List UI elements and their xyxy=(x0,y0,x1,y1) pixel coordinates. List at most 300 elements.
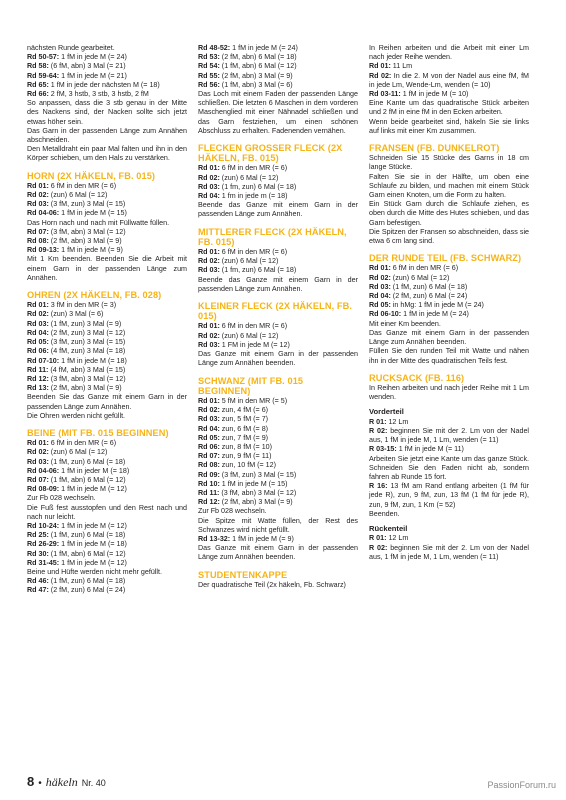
instruction-text: 1 fM in jede M (= 24) xyxy=(401,310,469,319)
pattern-line xyxy=(198,266,358,275)
pattern-line xyxy=(27,72,187,81)
instruction-text: (zun) 6 Mal (= 12) xyxy=(219,331,279,340)
pattern-line xyxy=(27,448,187,457)
pattern-line xyxy=(369,445,529,454)
pattern-line xyxy=(27,246,187,255)
round-label: Rd 04-06: xyxy=(27,466,60,475)
pattern-line xyxy=(369,72,529,90)
instruction-text: Beenden Sie das Ganze mit einem Garn in der passenden Länge zum Annähen. xyxy=(27,393,187,411)
pattern-line xyxy=(27,393,187,411)
instruction-text: (3 fM, abn) 3 Mal (= 12) xyxy=(48,374,126,383)
round-label: Rd 03: xyxy=(27,457,49,466)
instruction-text: (1 fM, abn) 6 Mal (= 12) xyxy=(219,62,297,71)
round-label: Rd 05: xyxy=(27,338,49,347)
pattern-line xyxy=(198,322,358,331)
round-label: Rd 04: xyxy=(369,292,391,301)
pattern-line xyxy=(369,482,529,510)
pattern-line xyxy=(27,550,187,559)
round-label: Rd 09: xyxy=(198,470,220,479)
pattern-line xyxy=(27,228,187,237)
instruction-text: 1 fM in jede M (= 9) xyxy=(230,534,294,543)
pattern-line xyxy=(369,274,529,283)
round-label: Rd 02: xyxy=(198,331,220,340)
issue-number: Nr. 40 xyxy=(81,778,106,788)
pattern-line xyxy=(27,53,187,62)
instruction-text: (3 fM, zun) 3 Mal (= 15) xyxy=(48,200,126,209)
pattern-line xyxy=(369,544,529,562)
pattern-line xyxy=(369,283,529,292)
pattern-line xyxy=(27,485,187,494)
pattern-line xyxy=(27,347,187,356)
instruction-text: beginnen Sie mit der 2. Lm von der Nadel aus, 1 fM in jede M, 1 Lm, wenden (= 11) xyxy=(369,426,529,445)
pattern-line xyxy=(27,357,187,366)
round-label: Rd 59-64: xyxy=(27,71,60,80)
round-label: Rd 02: xyxy=(27,310,49,319)
instruction-text: 6 fM in den MR (= 6) xyxy=(219,164,288,173)
instruction-text: 6 fM in den MR (= 6) xyxy=(219,248,288,257)
pattern-line xyxy=(27,145,187,163)
round-label: Rd 31-45: xyxy=(27,558,60,567)
round-label: Rd 03: xyxy=(369,282,391,291)
instruction-text: Zur Fb 028 wechseln. xyxy=(27,494,96,503)
round-label: Rd 12: xyxy=(27,374,49,383)
pattern-line xyxy=(198,434,358,443)
round-label: Rd 65: xyxy=(27,80,49,89)
instruction-text: Die Spitzen der Fransen so abschneiden, dass sie etwa 6 cm lang sind. xyxy=(369,227,529,246)
pattern-line xyxy=(198,164,358,173)
round-label: Rd 02: xyxy=(198,173,220,182)
pattern-line xyxy=(27,329,187,338)
pattern-line xyxy=(27,494,187,503)
instruction-text: zun, 4 fM (= 6) xyxy=(219,406,269,415)
pattern-line xyxy=(198,517,358,535)
instruction-text: Das Horn nach und nach mit Füllwatte füllen. xyxy=(27,218,170,227)
instruction-text: Das Garn in der passenden Länge zum Annähen abschneiden. xyxy=(27,126,187,145)
instruction-text: 12 Lm xyxy=(386,534,409,543)
instruction-text: 6 fM in den MR (= 6) xyxy=(48,181,117,190)
section-heading: OHREN (2X HÄKELN, FB. 028) xyxy=(27,290,162,301)
round-label: Rd 02: xyxy=(369,273,391,282)
instruction-text: 1 fM in jede M (= 12) xyxy=(59,521,127,530)
instruction-text: (2 fM, zun) 3 Mal (= 12) xyxy=(48,328,126,337)
pattern-line xyxy=(27,531,187,540)
magazine-name: häkeln xyxy=(45,775,78,789)
round-label: Rd 01: xyxy=(27,181,49,190)
instruction-text: zun, 7 fM (= 9) xyxy=(219,433,269,442)
round-label: R 02: xyxy=(369,426,388,435)
pattern-line xyxy=(27,310,187,319)
instruction-text: 1 fM in jede M (= 12) xyxy=(59,558,127,567)
instruction-text: Mit 1 Km beenden. Beenden Sie die Arbeit mit einem Garn in der passenden Länge zum Annähen. xyxy=(27,255,187,282)
instruction-text: 1 fM in jede der nächsten M (= 18) xyxy=(48,80,160,89)
instruction-text: In Reihen arbeiten und nach jeder Reihe mit 1 Lm wenden. xyxy=(369,383,529,402)
pattern-line xyxy=(198,332,358,341)
instruction-text: Das Ganze mit einem Garn in der passenden Länge zum Annähen beenden. xyxy=(369,328,529,347)
instruction-text: So anpassen, dass die 3 stb genau in der Mitte des Nackens sind, der Nacken sollte sich jetzt etwas höher sein. xyxy=(27,99,187,126)
pattern-line xyxy=(198,350,358,368)
pattern-line xyxy=(27,44,187,53)
round-label: Rd 13-32: xyxy=(198,534,231,543)
instruction-text: (zun) 6 Mal (= 12) xyxy=(48,448,108,457)
pattern-line xyxy=(369,534,529,543)
round-label: Rd 66: xyxy=(27,90,49,99)
instruction-text: (6 fM, abn) 3 Mal (= 21) xyxy=(48,62,126,71)
round-label: Rd 08: xyxy=(27,237,49,246)
pattern-line xyxy=(198,174,358,183)
instruction-text: zun, 8 fM (= 10) xyxy=(219,442,273,451)
round-label: Rd 02: xyxy=(369,71,392,80)
instruction-text: Das Ganze mit einem Garn in der passenden Länge zum Annähen beenden. xyxy=(198,350,358,368)
instruction-text: (1 fM, zun) 6 Mal (= 18) xyxy=(48,531,126,540)
pattern-line xyxy=(198,535,358,544)
round-label: Rd 05: xyxy=(198,433,220,442)
round-label: Rd 07-10: xyxy=(27,356,60,365)
round-label: Rd 01: xyxy=(198,322,220,331)
pattern-line xyxy=(198,581,358,590)
pattern-line xyxy=(27,209,187,218)
round-label: Rd 03: xyxy=(27,200,49,209)
round-label: R 01: xyxy=(369,534,387,543)
pattern-line xyxy=(27,522,187,531)
footer-bullet: • xyxy=(38,778,42,789)
instruction-text: 6 fM in den MR (= 6) xyxy=(390,264,459,273)
round-label: Rd 09-13: xyxy=(27,246,60,255)
round-label: Rd 05: xyxy=(369,301,391,310)
instruction-text: Die Spitze mit Watte füllen, der Rest des Schwanzes wird nicht gefüllt. xyxy=(198,516,358,534)
instruction-text: (2 fM, abn) 3 Mal (= 9) xyxy=(219,71,293,80)
pattern-line xyxy=(198,443,358,452)
section-heading: RUCKSACK (FB. 116) xyxy=(369,372,465,383)
pattern-line xyxy=(198,248,358,257)
round-label: Rd 03: xyxy=(198,415,220,424)
instruction-text: Das Ganze mit einem Garn in der passenden Länge zum Annähen beenden. xyxy=(198,544,358,562)
pattern-line xyxy=(198,544,358,562)
instruction-text: Eine Kante um das quadratische Stück arbeiten und 2 fM in eine fM in den Ecken arbeiten. xyxy=(369,99,529,117)
instruction-text: (3 fM, zun) 3 Mal (= 15) xyxy=(48,338,126,347)
pattern-line xyxy=(27,458,187,467)
pattern-line xyxy=(27,81,187,90)
instruction-text: beginnen Sie mit der 2. Lm von der Nadel aus, 1 fM in jede M, 1 Lm, wenden (= 11) xyxy=(369,543,529,561)
round-label: Rd 13: xyxy=(27,384,49,393)
round-label: Rd 01: xyxy=(369,62,391,71)
pattern-line xyxy=(198,397,358,406)
round-label: Rd 08: xyxy=(198,461,220,470)
round-label: Rd 07: xyxy=(27,475,49,484)
pattern-line xyxy=(369,173,529,201)
pattern-line xyxy=(369,427,529,445)
pattern-line xyxy=(27,366,187,375)
round-label: Rd 54: xyxy=(198,62,220,71)
instruction-text: 1 fM in jede M (= 9) xyxy=(59,246,123,255)
pattern-line xyxy=(198,471,358,480)
section-heading: DER RUNDE TEIL (FB. SCHWARZ) xyxy=(369,253,522,264)
round-label: R 03-15: xyxy=(369,445,397,454)
instruction-text: Füllen Sie den runden Teil mit Watte und nähen ihn in der Mitte des quadratischen Teils fest. xyxy=(369,347,529,365)
round-label: Rd 46: xyxy=(27,577,49,586)
pattern-line xyxy=(369,200,529,228)
instruction-text: (1 fM, abn) 6 Mal (= 12) xyxy=(48,475,126,484)
pattern-line xyxy=(369,510,529,519)
pattern-line xyxy=(27,219,187,228)
pattern-line xyxy=(369,301,529,310)
pattern-line xyxy=(369,292,529,301)
watermark: PassionForum.ru xyxy=(487,780,556,790)
instruction-text: (zun) 6 Mal (= 12) xyxy=(219,173,279,182)
round-label: Rd 03: xyxy=(198,266,220,275)
instruction-text: Beende das Ganze mit einem Garn in der passenden Länge zum Annähen. xyxy=(198,275,358,293)
instruction-text: (3 fM, abn) 3 Mal (= 12) xyxy=(219,488,297,497)
instruction-text: 3 fM in den MR (= 3) xyxy=(48,301,117,310)
pattern-line xyxy=(27,586,187,595)
pattern-line xyxy=(369,118,529,136)
instruction-text: In die 2. M von der Nadel aus eine fM, fM in jede Lm, Wende-Lm, wenden (= 10) xyxy=(369,71,530,89)
round-label: Rd 06-10: xyxy=(369,310,402,319)
pattern-line xyxy=(198,452,358,461)
round-label: Rd 04-06: xyxy=(27,209,60,218)
pattern-line xyxy=(27,467,187,476)
instruction-text: 1 fM in jede M (= 15) xyxy=(219,479,288,488)
instruction-text: (1 fm, zun) 6 Mal (= 18) xyxy=(219,266,297,275)
instruction-text: (1 fM, zun) 3 Mal (= 9) xyxy=(48,319,122,328)
pattern-line xyxy=(369,228,529,246)
pattern-line xyxy=(27,476,187,485)
pattern-line xyxy=(27,338,187,347)
instruction-text: Arbeiten Sie jetzt eine Kante um das ganze Stück. Schneiden Sie den Faden nicht ab, sondern fahren ab Runde 15 fort. xyxy=(369,454,529,481)
pattern-line xyxy=(27,255,187,283)
instruction-text: 6 fM in den MR (= 6) xyxy=(48,439,117,448)
pattern-line xyxy=(27,182,187,191)
pattern-line xyxy=(369,62,529,71)
instruction-text: 6 fM in den MR (= 6) xyxy=(219,322,288,331)
text-column-1 xyxy=(27,44,187,596)
round-label: Rd 04: xyxy=(198,424,220,433)
round-label: Rd 03: xyxy=(198,182,220,191)
round-label: Rd 08-09: xyxy=(27,485,60,494)
instruction-text: 1 fM in jede M (= 11) xyxy=(396,445,464,454)
pattern-line xyxy=(198,341,358,350)
instruction-text: 1 fM in jede M (= 12) xyxy=(59,485,127,494)
pattern-line xyxy=(27,191,187,200)
instruction-text: (1 fM, zun) 6 Mal (= 18) xyxy=(390,282,468,291)
instruction-text: Zur Fb 028 wechseln. xyxy=(198,507,267,516)
instruction-text: 1 fM in jede M (= 18) xyxy=(59,356,127,365)
round-label: Rd 03: xyxy=(198,340,220,349)
round-label: Rd 58: xyxy=(27,62,49,71)
instruction-text: 1 fM in jede M (= 24) xyxy=(230,44,298,52)
pattern-line xyxy=(369,154,529,172)
round-label: Rd 01: xyxy=(198,248,220,257)
instruction-text: (1 fm, zun) 6 Mal (= 18) xyxy=(219,182,297,191)
instruction-text: (3 fM, zun) 3 Mal (= 15) xyxy=(219,470,297,479)
pattern-line xyxy=(369,329,529,347)
round-label: Rd 48-52: xyxy=(198,44,231,52)
pattern-line xyxy=(198,183,358,192)
round-label: Rd 01: xyxy=(27,301,49,310)
instruction-text: (1 fM, zun) 6 Mal (= 18) xyxy=(48,577,126,586)
pattern-line xyxy=(369,310,529,319)
pattern-line xyxy=(198,257,358,266)
pattern-line xyxy=(198,72,358,81)
pattern-line xyxy=(198,192,358,201)
instruction-text: 2 fM, 3 hstb, 3 stb, 3 hstb, 2 fM xyxy=(48,90,149,99)
instruction-text: Mit einer Km beenden. xyxy=(369,319,441,328)
pattern-line xyxy=(198,276,358,294)
instruction-text: zun, 5 fM (= 7) xyxy=(219,415,269,424)
round-label: R 16: xyxy=(369,482,388,491)
page-number: 8 xyxy=(27,774,35,789)
round-label: Rd 04: xyxy=(27,328,49,337)
pattern-line xyxy=(27,62,187,71)
instruction-text: Ein Stück Garn durch die Schlaufe ziehen, es oben durch die Mitte des Hutes schieben, und das Garn befestigen. xyxy=(369,200,529,227)
text-column-2 xyxy=(198,44,358,590)
instruction-text: Beenden. xyxy=(369,509,400,518)
page-footer xyxy=(27,774,106,788)
instruction-text: 1 fM in jeder M (= 18) xyxy=(59,466,130,475)
pattern-line xyxy=(27,375,187,384)
instruction-text: (2 fM, abn) 3 Mal (= 9) xyxy=(48,237,122,246)
instruction-text: (2 fM, abn) 3 Mal (= 9) xyxy=(48,384,122,393)
pattern-line xyxy=(198,53,358,62)
instruction-text: (1 fM, abn) 3 Mal (= 6) xyxy=(219,80,293,89)
instruction-text: (2 fM, zun) 6 Mal (= 24) xyxy=(48,586,126,595)
pattern-line xyxy=(27,568,187,577)
section-heading: MITTLERER FLECK (2X HÄKELN, FB. 015) xyxy=(198,226,347,247)
pattern-line xyxy=(369,384,529,402)
pattern-line xyxy=(27,127,187,145)
instruction-text: 1 FM in jede M (= 12) xyxy=(219,340,290,349)
round-label: Rd 06: xyxy=(27,347,49,356)
pattern-line xyxy=(198,498,358,507)
section-heading: SCHWANZ (MIT FB. 015 BEGINNEN) xyxy=(198,375,304,396)
subsection-heading: Rückenteil xyxy=(369,523,408,533)
instruction-text: 1 fM in jede M (= 15) xyxy=(59,209,127,218)
round-label: Rd 50-57: xyxy=(27,53,60,62)
pattern-line xyxy=(198,415,358,424)
pattern-line xyxy=(27,301,187,310)
pattern-line xyxy=(198,425,358,434)
section-heading: FLECKEN GROSSER FLECK (2X HÄKELN, FB. 015) xyxy=(198,143,343,164)
section-heading: STUDENTENKAPPE xyxy=(198,569,288,580)
pattern-line xyxy=(369,418,529,427)
round-label: Rd 11: xyxy=(198,488,220,497)
pattern-line xyxy=(369,90,529,99)
round-label: Rd 01: xyxy=(198,164,220,173)
pattern-line xyxy=(27,559,187,568)
instruction-text: (zun) 6 Mal (= 12) xyxy=(219,257,279,266)
pattern-line xyxy=(27,540,187,549)
pattern-line xyxy=(27,90,187,99)
instruction-text: (1 fM, abn) 6 Mal (= 12) xyxy=(48,549,126,558)
pattern-line xyxy=(198,201,358,219)
round-label: Rd 53: xyxy=(198,53,220,62)
instruction-text: Wenn beide gearbeitet sind, häkeln Sie sie links auf links mit einer Km zusammen. xyxy=(369,117,529,135)
instruction-text: 1 fM in jede M (= 18) xyxy=(59,540,127,549)
round-label: Rd 01: xyxy=(27,439,49,448)
instruction-text: (2 fM, abn) 3 Mal (= 9) xyxy=(219,498,293,507)
instruction-text: 1 fM in jede M (= 21) xyxy=(59,71,127,80)
instruction-text: Die Fuß fest ausstopfen und den Rest nach und nach nur leicht. xyxy=(27,503,187,521)
round-label: Rd 47: xyxy=(27,586,49,595)
pattern-line xyxy=(27,504,187,522)
pattern-line xyxy=(27,237,187,246)
instruction-text: Schneiden Sie 15 Stücke des Garns in 18 cm lange Stücke. xyxy=(369,154,529,172)
round-label: Rd 11: xyxy=(27,365,49,374)
pattern-line xyxy=(198,480,358,489)
round-label: Rd 56: xyxy=(198,80,220,89)
round-label: Rd 07: xyxy=(27,227,49,236)
pattern-line xyxy=(369,99,529,117)
pattern-line xyxy=(198,406,358,415)
section-heading: HORN (2X HÄKELN, FB. 015) xyxy=(27,170,156,181)
pattern-line xyxy=(27,439,187,448)
instruction-text: Der quadratische Teil (2x häkeln, Fb. Schwarz) xyxy=(198,580,346,589)
instruction-text: 1 fm in jede m (= 18) xyxy=(219,192,288,201)
instruction-text: Beende das Ganze mit einem Garn in der passenden Länge zum Annähen. xyxy=(198,201,358,219)
pattern-line xyxy=(198,90,358,136)
instruction-text: Das Loch mit einem Faden der passenden Länge schließen. Die letzten 6 Maschen in dem vorderen Maschenglied mit einer Nähnadel schließen und das Garn festziehen, um einen schönen Abschluss zu erhalten. Fadenenden vernähen. xyxy=(198,90,358,135)
section-heading: BEINE (MIT FB. 015 BEGINNEN) xyxy=(27,427,169,438)
instruction-text: in hMg: 1 fM in jede M (= 24) xyxy=(390,301,484,310)
round-label: Rd 02: xyxy=(27,448,49,457)
round-label: Rd 07: xyxy=(198,452,220,461)
round-label: Rd 25: xyxy=(27,531,49,540)
instruction-text: 1 fM in jede M (= 10) xyxy=(400,90,469,99)
round-label: Rd 03: xyxy=(27,319,49,328)
round-label: Rd 02: xyxy=(198,257,220,266)
instruction-text: (zun) 6 Mal (= 12) xyxy=(48,191,108,200)
pattern-line xyxy=(27,200,187,209)
round-label: Rd 02: xyxy=(198,406,220,415)
instruction-text: 12 Lm xyxy=(386,417,409,426)
instruction-text: zun, 6 fM (= 8) xyxy=(219,424,269,433)
instruction-text: 11 Lm xyxy=(390,62,413,71)
instruction-text: (4 fM, zun) 3 Mal (= 18) xyxy=(48,347,126,356)
instruction-text: (zun) 6 Mal (= 12) xyxy=(390,273,450,282)
round-label: Rd 06: xyxy=(198,442,220,451)
round-label: Rd 10-24: xyxy=(27,521,60,530)
instruction-text: zun, 10 fM (= 12) xyxy=(219,461,276,470)
section-heading: FRANSEN (FB. DUNKELROT) xyxy=(369,143,500,154)
pattern-line xyxy=(27,320,187,329)
round-label: Rd 02: xyxy=(27,191,49,200)
pattern-line xyxy=(369,455,529,483)
pattern-line xyxy=(198,62,358,71)
pattern-line xyxy=(369,44,529,62)
pattern-line xyxy=(198,44,358,53)
round-label: Rd 10: xyxy=(198,479,220,488)
instruction-text: Die Ohren werden nicht gefüllt. xyxy=(27,411,126,420)
instruction-text: 13 fM am Rand entlang arbeiten (1 fM für jede R), zun, 9 fM, zun, 13 fM (1 fM für jede R), zun, 9 fM, zun, 1 Km (= 52) xyxy=(369,482,529,509)
round-label: Rd 03-11: xyxy=(369,90,401,99)
round-label: Rd 01: xyxy=(369,264,391,273)
instruction-text: Beine und Hüfte werden nicht mehr gefüllt. xyxy=(27,567,162,576)
pattern-line xyxy=(27,412,187,421)
round-label: Rd 04: xyxy=(198,192,220,201)
instruction-text: Falten Sie sie in der Hälfte, um oben eine Schlaufe zu bilden, und machen mit einem Stück Garn einen Knoten, um die Form zu halten. xyxy=(369,172,529,200)
text-column-3 xyxy=(369,44,529,562)
instruction-text: 5 fM in den MR (= 5) xyxy=(219,396,288,405)
instruction-text: (4 fM, abn) 3 Mal (= 15) xyxy=(48,365,126,374)
round-label: R 01: xyxy=(369,417,387,426)
pattern-line xyxy=(27,99,187,127)
pattern-line xyxy=(198,81,358,90)
instruction-text: zun, 9 fM (= 11) xyxy=(219,452,272,461)
pattern-line xyxy=(369,320,529,329)
round-label: Rd 30: xyxy=(27,549,49,558)
section-heading: KLEINER FLECK (2X HÄKELN, FB. 015) xyxy=(198,301,352,322)
instruction-text: nächsten Runde gearbeitet. xyxy=(27,44,115,52)
instruction-text: Den Metalldraht ein paar Mal falten und ihn in den Körper schieben, um den Hals zu verstärken. xyxy=(27,145,187,163)
